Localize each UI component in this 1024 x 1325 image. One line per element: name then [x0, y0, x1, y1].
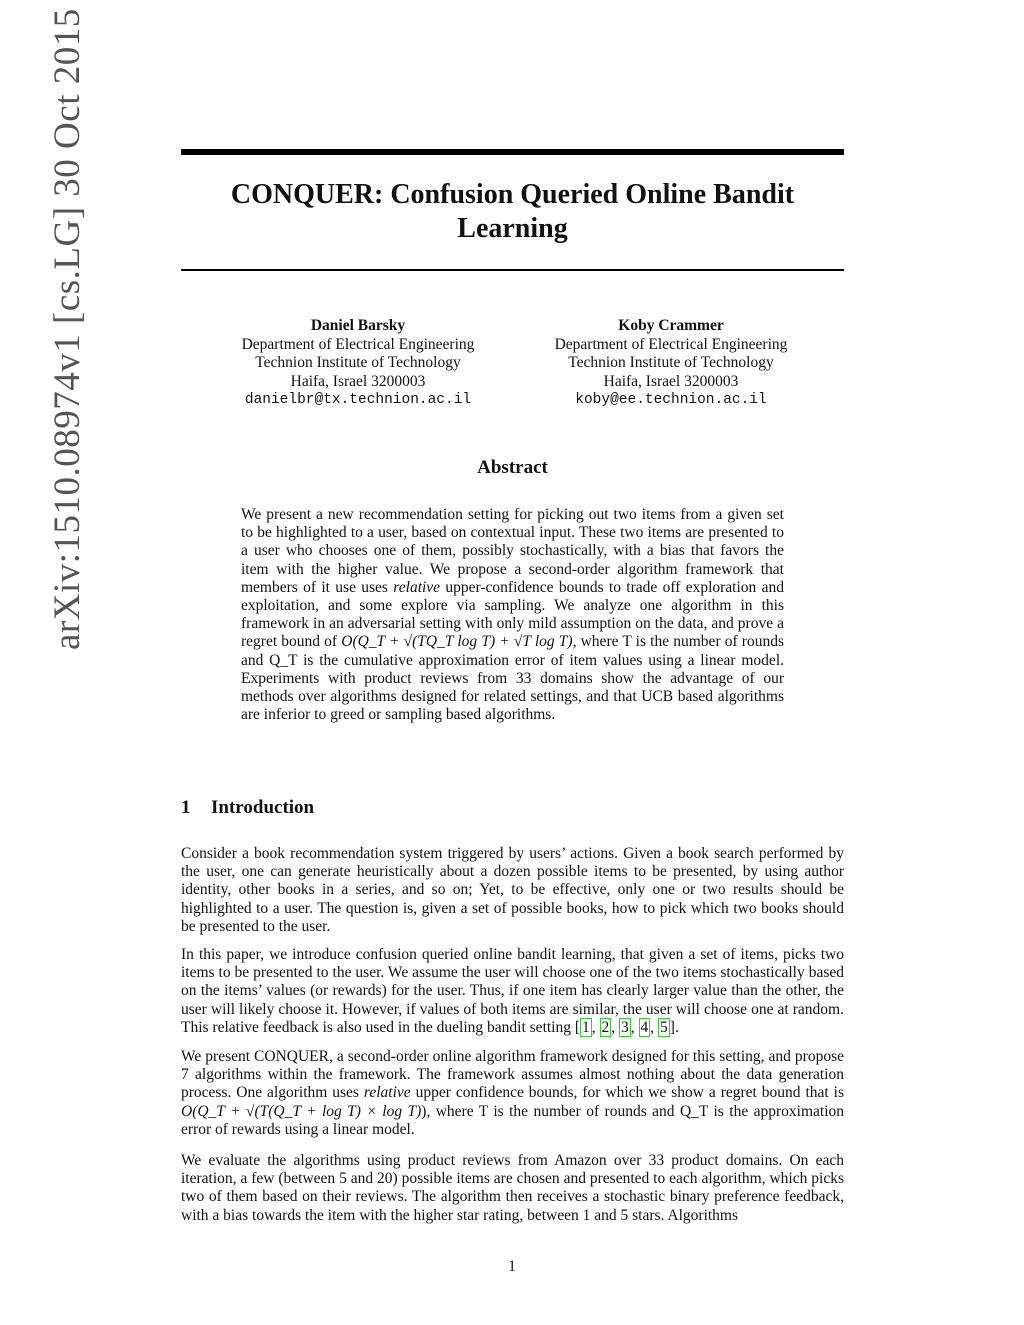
- citation-link[interactable]: 1: [582, 1018, 590, 1036]
- abstract-body: [241, 506, 784, 724]
- intro-paragraph-3: [181, 1048, 844, 1139]
- abstract-regret-bound: O(Q_T + √(TQ_T log T) + √T log T),: [341, 633, 577, 651]
- abstract-emphasis: relative: [393, 578, 441, 596]
- author-block-1: [208, 317, 508, 410]
- regret-bound-formula: O(Q_T + √(T(Q_T + log T) × log T): [181, 1102, 422, 1120]
- intro-paragraph-4: We evaluate the algorithms using product reviews from Amazon over 33 product domains. On each iteration, a few (between 5 and 20) possible items are chosen and presented to each algorithm, which picks two of them based on their reviews. The algorithm then receives a stochastic binary preference feedback, with a bias towards the item with the higher star rating, between 1 and 5 stars. Algorithms: [181, 1152, 844, 1224]
- section-number: 1: [181, 797, 191, 818]
- author-name: Koby Crammer: [618, 317, 724, 334]
- paragraph-emphasis: relative: [363, 1084, 411, 1102]
- paragraph-text: We present CONQUER, a second-order online algorithm framework designed for this setting, and propose 7 algorithms within the framework. The framework assumes almost nothing about the data generation process. One algorithm uses: [181, 1048, 844, 1102]
- abstract-text: We present a new recommendation setting for picking out two items from a given set to be highlighted to a user, based on contextual input. These two items are presented to a user who chooses one of them, possibly stochastically, with a bias that favors the item with the higher value. We propose a second-order algorithm framework that members of it use uses: [241, 506, 784, 596]
- title-top-rule: [181, 149, 844, 155]
- author-addr: Haifa, Israel 3200003: [603, 372, 739, 390]
- paragraph-text: ].: [669, 1018, 679, 1036]
- intro-paragraph-2: In this paper, we introduce confusion queried online bandit learning, that given a set of items, picks two items to be presented to the user. We assume the user will choose one of the two items stochastically based on the items’ values (or rewards) for the user. Thus, if one item has clearly larger value than the other, the user will likely choose it. However, if values of both items are similar, the user will choose one at random. This relative feedback is also used in the dueling bandit setting [ 1 , 2 , 3 , 4 , 5 ].: [181, 946, 844, 1036]
- citation-link[interactable]: 2: [601, 1018, 610, 1036]
- abstract-heading: Abstract: [477, 457, 548, 478]
- author-dept: Department of Electrical Engineering: [241, 335, 475, 353]
- citation-link[interactable]: 5: [660, 1018, 668, 1036]
- paragraph-text: In this paper, we introduce confusion queried online bandit learning, that given a set of items, picks two items to be presented to the user. We assume the user will choose one of the two items stochastically based on the items’ values (or rewards) for the user. Thus, if one item has clearly larger value than the other, the user will likely choose it. However, if values of both items are similar, the user will choose one at random. This relative feedback is also used in the dueling bandit setting [: [181, 946, 844, 1036]
- intro-paragraph-1: Consider a book recommendation system triggered by users’ actions. Given a book search performed by the user, one can generate heuristically about a dozen possible items to be presented, by using author identity, other books in a series, and so on; Yet, to be effective, only one or two results should be highlighted to a user. The question is, given a set of possible books, how to pick which two books should be presented to the user.: [181, 845, 844, 935]
- paragraph-text: upper confidence bounds, for which we show a regret bound that is: [410, 1084, 844, 1102]
- paragraph-text: ), where T is the number of rounds and Q_T is the approximation error of rewards using a linear model.: [181, 1102, 845, 1138]
- author-dept: Department of Electrical Engineering: [554, 335, 788, 353]
- author-inst: Technion Institute of Technology: [255, 354, 461, 371]
- author-email[interactable]: danielbr@tx.technion.ac.il: [244, 392, 472, 408]
- citation-link[interactable]: 4: [640, 1018, 649, 1036]
- title-bottom-rule: [181, 269, 844, 271]
- author-name: Daniel Barsky: [310, 317, 406, 334]
- arxiv-stamp: arXiv:1510.08974v1 [cs.LG] 30 Oct 2015: [47, 8, 88, 650]
- author-email[interactable]: koby@ee.technion.ac.il: [575, 392, 767, 408]
- abstract-text: upper-confidence bounds to trade off exploration and exploitation, and some explore via sampling. We analyze one algorithm in this framework in an adversarial setting with only mild assumption on the data, and prove a regret bound of: [241, 578, 784, 651]
- page-number: 1: [508, 1258, 516, 1275]
- citation-link[interactable]: 3: [621, 1018, 629, 1036]
- section-heading: [181, 797, 314, 819]
- author-inst: Technion Institute of Technology: [568, 354, 774, 371]
- author-addr: Haifa, Israel 3200003: [290, 372, 426, 390]
- abstract-text: where T is the number of rounds and Q_T is the cumulative approximation error of item values using a linear model. Experiments with product reviews from 33 domains show the advantage of our methods over algorithms designed for related settings, and that UCB based algorithms are inferior to greed or sampling based algorithms.: [241, 633, 785, 724]
- paper-title: CONQUER: Confusion Queried Online Bandit Learning: [230, 179, 795, 244]
- author-block-2: [521, 317, 821, 410]
- section-title: Introduction: [211, 797, 315, 818]
